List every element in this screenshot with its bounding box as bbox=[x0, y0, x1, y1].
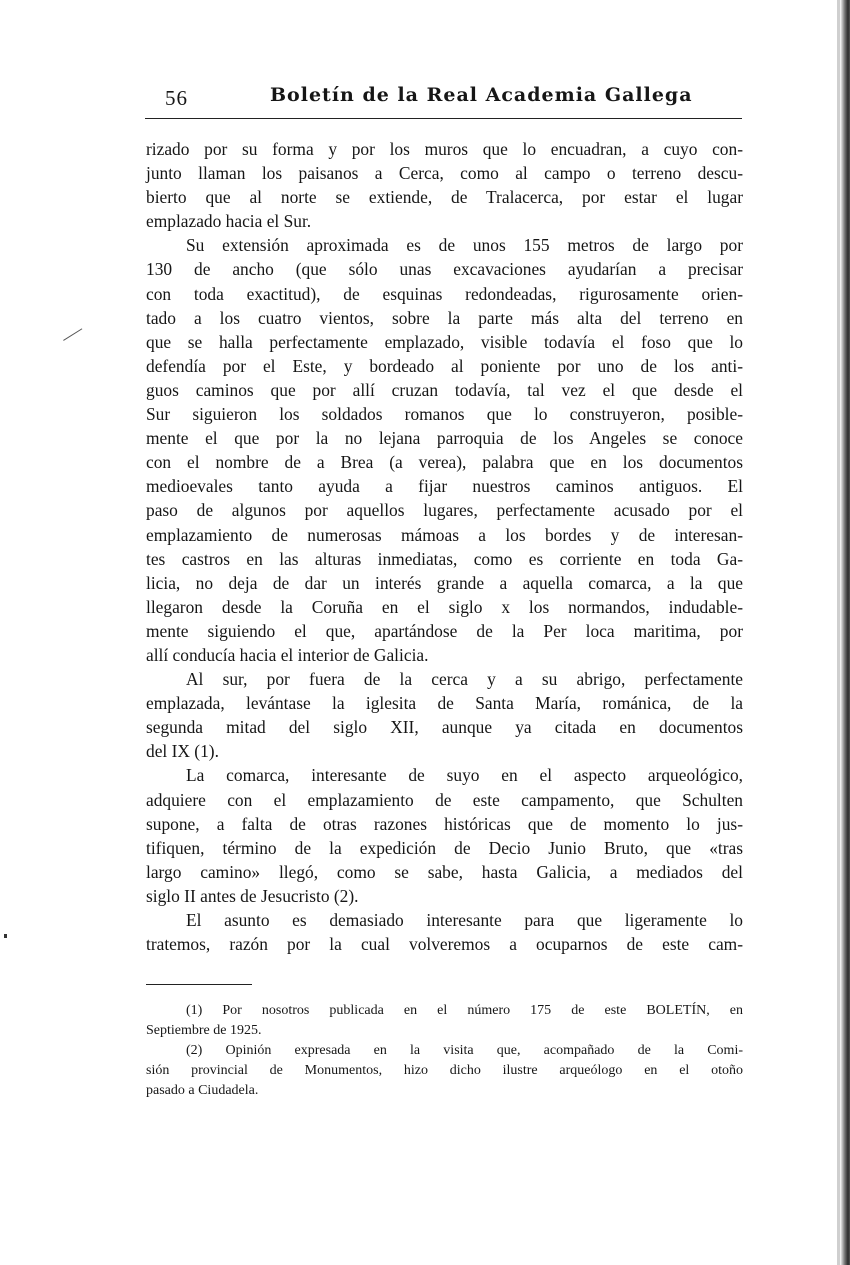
margin-pencil-mark bbox=[63, 328, 83, 341]
text-line: con el nombre de a Brea (a verea), palabra que en los documentos bbox=[146, 452, 743, 473]
text-line: paso de algunos por aquellos lugares, perfectamente acusado por el bbox=[146, 500, 743, 521]
text-line: llegaron desde la Coruña en el siglo x los normandos, indudable- bbox=[146, 596, 743, 617]
text-line: El asunto es demasiado interesante para que ligeramente lo bbox=[186, 910, 743, 930]
text-line: adquiere con el emplazamiento de este campamento, que Schulten bbox=[146, 789, 743, 810]
text-line: mente el que por la no lejana parroquia de los Angeles se conoce bbox=[146, 428, 743, 449]
body-text bbox=[146, 137, 743, 956]
text-line: tes castros en las alturas inmediatas, como es corriente en toda Ga- bbox=[146, 548, 743, 569]
text-line: guos caminos que por allí cruzan todavía, tal vez el que desde el bbox=[146, 379, 743, 400]
text-line: tado a los cuatro vientos, sobre la parte más alta del terreno en bbox=[146, 307, 743, 328]
footnote-line: (2) Opinión expresada en la visita que, acompañado de la Comi- bbox=[186, 1043, 743, 1058]
ink-speck bbox=[4, 934, 7, 938]
text-line: segunda mitad del siglo XII, aunque ya citada en documentos bbox=[146, 717, 743, 738]
footnotes bbox=[146, 1001, 743, 1101]
text-line: allí conducía hacia el interior de Galicia. bbox=[146, 644, 429, 665]
text-line: rizado por su forma y por los muros que lo encuadran, a cuyo con- bbox=[146, 139, 743, 159]
text-line: emplazado hacia el Sur. bbox=[146, 211, 312, 232]
page-number: 56 bbox=[165, 86, 188, 110]
text-line: emplazamiento de numerosas mámoas a los bordes y de interesan- bbox=[146, 524, 743, 545]
text-line: con toda exactitud), de esquinas redondeadas, rigurosamente orien- bbox=[146, 283, 743, 304]
text-line: 130 de ancho (que sólo unas excavaciones ayudarían a precisar bbox=[146, 259, 743, 280]
text-line: bierto que al norte se extiende, de Tralacerca, por estar el lugar bbox=[146, 187, 743, 208]
running-title: Boletín de la Real Academia Gallega bbox=[270, 84, 693, 106]
text-line: junto llaman los paisanos a Cerca, como al campo o terreno descu- bbox=[146, 163, 743, 184]
text-line: supone, a falta de otras razones históricas que de momento lo jus- bbox=[146, 813, 743, 834]
text-line: emplazada, levántase la iglesita de Santa María, románica, de la bbox=[146, 693, 743, 714]
footnote-line: pasado a Ciudadela. bbox=[146, 1083, 259, 1098]
footnote-line: (1) Por nosotros publicada en el número 175 de este BOLETÍN, en bbox=[186, 1003, 743, 1018]
footnote-rule bbox=[146, 984, 252, 985]
text-line: mente siguiendo el que, apartándose de la Per loca maritima, por bbox=[146, 620, 743, 641]
text-line: medioevales tanto ayuda a fijar nuestros caminos antiguos. El bbox=[146, 476, 743, 497]
text-line: siglo II antes de Jesucristo (2). bbox=[146, 885, 359, 906]
text-line: tifiquen, término de la expedición de Decio Junio Bruto, que «tras bbox=[146, 837, 743, 858]
text-line: que se halla perfectamente emplazado, visible todavía el foso que lo bbox=[146, 331, 743, 352]
footnote-line: sión provincial de Monumentos, hizo dicho ilustre arqueólogo en el otoño bbox=[146, 1063, 743, 1078]
text-line: La comarca, interesante de suyo en el aspecto arqueológico, bbox=[186, 765, 743, 786]
text-line: tratemos, razón por la cual volveremos a ocuparnos de este cam- bbox=[146, 934, 743, 955]
text-line: licia, no deja de dar un interés grande a aquella comarca, a la que bbox=[146, 572, 743, 593]
page-header bbox=[145, 82, 742, 119]
text-line: largo camino» llegó, como se sabe, hasta Galicia, a mediados del bbox=[146, 861, 743, 882]
text-line: del IX (1). bbox=[146, 741, 219, 762]
book-binding-edge bbox=[840, 0, 850, 1265]
footnote-line: Septiembre de 1925. bbox=[146, 1023, 262, 1038]
text-line: Su extensión aproximada es de unos 155 metros de largo por bbox=[186, 235, 743, 256]
text-line: Sur siguieron los soldados romanos que lo construyeron, posible- bbox=[146, 404, 743, 425]
text-line: defendía por el Este, y bordeado al poniente por uno de los anti- bbox=[146, 355, 743, 376]
text-line: Al sur, por fuera de la cerca y a su abrigo, perfectamente bbox=[186, 669, 743, 690]
